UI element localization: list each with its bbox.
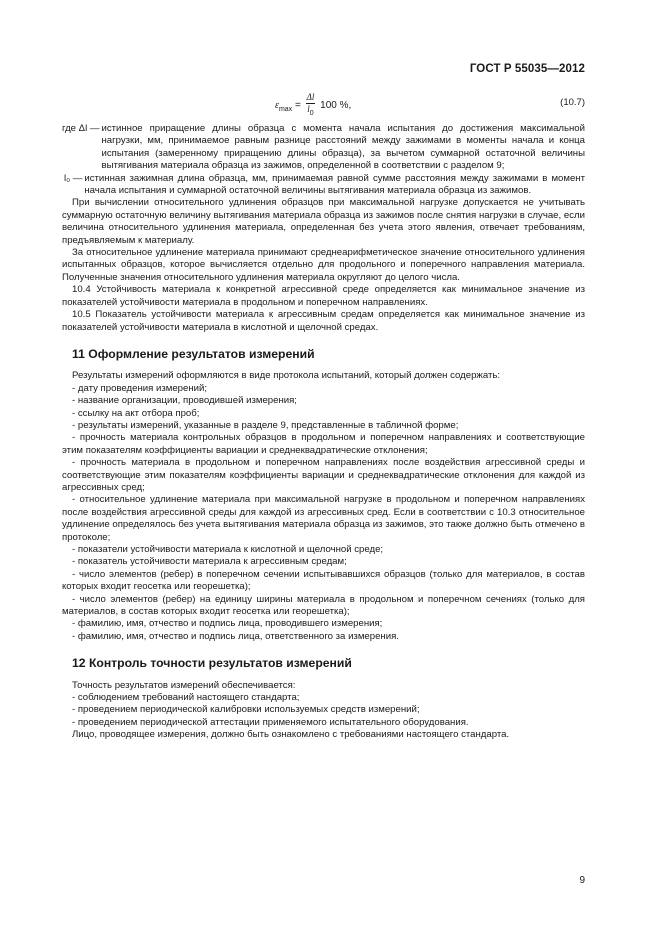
list-item: - фамилию, имя, отчество и подпись лица, ответственного за измерения. (72, 630, 399, 642)
paragraph: При вычислении относительного удлинения образцов при максимальной нагрузке допускается не учитывать суммарную остаточную величину вытягивания материала образца из зажимов после снятия нагрузки в случае, если величина относительного удлинения материала, определенная без учета этого явления, отвечает требованиям, предъявляемым к материалу. (62, 197, 585, 246)
section-12-heading: 12 Контроль точности результатов измерений (72, 656, 352, 671)
section-12-closing: Лицо, проводящее измерения, должно быть ознакомлено с требованиями настоящего стандарта. (72, 729, 510, 741)
list-item: - дату проведения измерений; (72, 382, 208, 394)
definition-label: где Δl — (62, 123, 100, 134)
list-item: - прочность материала контрольных образцов в продольном и поперечном направлениях и соответствующие этим показателям коэффициенты вариации и среднеквадратические отклонения; (62, 432, 585, 456)
formula-numerator: Δl (306, 92, 315, 102)
paragraph-10-4: 10.4 Устойчивость материала к конкретной агрессивной среде определяется как минимальное значение из показателей устойчивости материала в продольном и поперечном направлениях. (62, 284, 585, 308)
formula-fraction (306, 92, 316, 119)
formula-10-7 (275, 92, 351, 119)
list-item: - результаты измерений, указанные в разделе 9, представленные в табличной форме; (72, 419, 459, 431)
definition-label: l₀ — (64, 172, 83, 184)
definition-text: истинное приращение длины образца с момента начала испытания до достижения максимальной нагрузки, мм, принимаемое равным разнице расстояний между зажимами в моменты начала и конца испытания (замеренному приращению длины образца), за вычетом суммарной остаточной величины вытягивания материала образца из зажимов, определенной в соответствии с разделом 9; (101, 123, 585, 172)
section-12-intro: Точность результатов измерений обеспечивается: (72, 679, 296, 691)
list-item: - число элементов (ребер) на единицу ширины материала в продольном и поперечном сечениях (только для материалов, в состав которых входит геосетка или георешетка); (62, 593, 585, 618)
list-item: - показатель устойчивости материала к агрессивным средам; (72, 556, 347, 568)
list-item: - прочность материала в продольном и поперечном направлениях после воздействия агрессивной среды и соответствующие этим показателям коэффициенты вариации и среднеквадратические отклонения для каждой из агрессивных сред; (62, 457, 585, 493)
formula-lhs: ε (275, 100, 279, 112)
formula-eq: = (292, 100, 304, 112)
definition-text: истинная зажимная длина образца, мм, принимаемая равной сумме расстояния между зажимами в момент начала испытания и суммарной остаточной величины вытягивания материала образца из зажимов. (84, 172, 585, 197)
section-11-heading: 11 Оформление результатов измерений (72, 346, 315, 361)
list-item: - название организации, проводившей измерения; (72, 395, 297, 407)
list-item: - проведением периодической аттестации применяемого испытательного оборудования. (72, 716, 469, 728)
section-11-intro: Результаты измерений оформляются в виде протокола испытаний, который должен содержать: (72, 370, 501, 382)
page-number: 9 (579, 875, 585, 886)
list-item: - относительное удлинение материала при максимальной нагрузке в продольном и поперечном направлениях после воздействия агрессивной среды для каждой из агрессивных сред. Если в соответствии с 10.3 относительное удлинение определялось без учета вытягивания материала образца из зажимов, это также должно быть отмечено в протоколе; (62, 494, 585, 543)
formula-denominator: $l_0$ (307, 104, 314, 117)
paragraph: За относительное удлинение материала принимают среднеарифметическое значение относительного удлинения испытанных образцов, которое вычисляется отдельно для продольного и поперечного направления материала. Полученные значения относительного удлинения материала округляют до целого числа. (62, 247, 585, 283)
paragraph-10-5: 10.5 Показатель устойчивости материала к агрессивным средам определяется как минимальное значение из показателей устойчивости материала в кислотной и щелочной средах. (62, 309, 585, 333)
document-header: ГОСТ Р 55035—2012 (469, 63, 585, 75)
formula-lhs-sub: max (278, 106, 293, 114)
list-item: - проведением периодической калибровки используемых средств измерений; (72, 704, 420, 716)
document-body (62, 123, 585, 742)
definition-delta-l (62, 123, 585, 173)
equation-number: (10.7) (560, 97, 585, 108)
list-item: - показатели устойчивости материала к кислотной и щелочной среде; (72, 544, 384, 555)
formula-tail: 100 %, (320, 100, 352, 112)
list-item: - число элементов (ребер) в поперечном сечении испытывавшихся образцов (только для материалов, в состав которых входит геосетка или георешетка); (62, 568, 585, 593)
list-item: - фамилию, имя, отчество и подпись лица, проводившего измерения; (72, 618, 383, 630)
list-item: - соблюдением требований настоящего стандарта; (72, 692, 300, 704)
definition-l0 (62, 173, 585, 198)
list-item: - ссылку на акт отбора проб; (72, 407, 200, 419)
